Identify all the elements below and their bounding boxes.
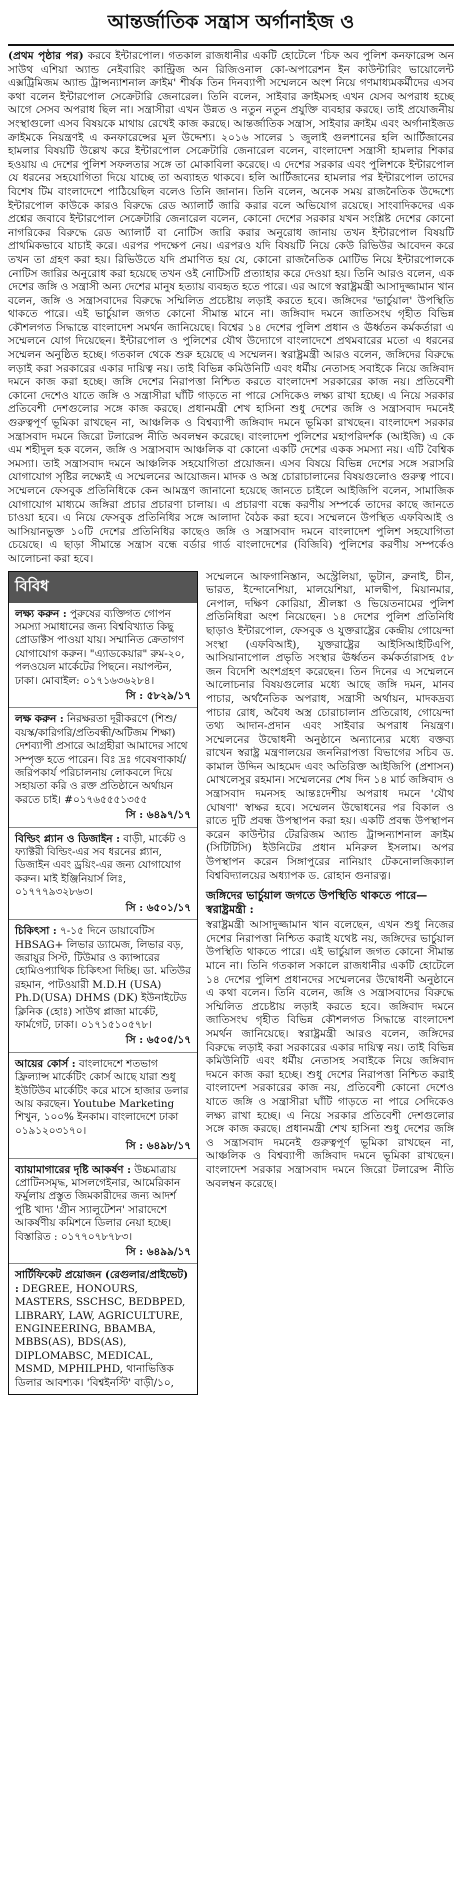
classified-ad <box>9 708 197 827</box>
ad-title: সার্টিফিকেট প্রয়োজন (রেগুলার/প্রাইভেট) : <box>15 1269 188 1295</box>
classified-ad <box>9 603 197 709</box>
classified-ad <box>9 828 197 920</box>
ad-title: ব্যায়ামাগারের দৃষ্টি আকর্ষণ : <box>15 1163 131 1176</box>
article-right-column <box>206 571 454 1396</box>
ad-ref: সি : ৬৪৯৯/১৭ <box>125 1246 191 1259</box>
article-top-text <box>8 50 454 567</box>
article-right-body: সম্মেলনে আফগানিস্তান, অস্ট্রেলিয়া, ভুটান, ব্রুনাই, চীন, ভারত, ইন্দোনেশিয়া, মালয়েশিয়া, মালদ্বীপ, মিয়ানমার, নেপাল, দক্ষিণ কোরিয়া, শ্রীলঙ্কা ও ভিয়েতনামের পুলিশ প্রতিনিধিরা অংশ নিয়েছেন। ১৪ দেশের পুলিশ প্রতিনিধি ছাড়াও ইন্টারপোল, ফেসবুক ও যুক্তরাষ্ট্রের কেন্দ্রীয় গোয়েন্দা সংস্থা (এফবিআই), যুক্তরাষ্ট্রের আইসিআইটিএপি, আসিয়ানাপোল প্রভৃতি সংস্থার ঊর্ধ্বতন কর্মকর্তারাসহ ৫৮ জন বিদেশি অংশগ্রহণ করেছেন। তিন দিনের এ সম্মেলনে আলোচনার বিষয়গুলোর মধ্যে আছে জঙ্গি দমন, মানব পাচার, অর্থনৈতিক অপরাধ, সন্ত্রাসী অর্থায়ন, মাদকদ্রব্য পাচার রোধ, অবৈধ অস্ত্র চোরাচালান প্রতিরোধ, গোয়েন্দা তথ্য আদান-প্রদান এবং সাইবার অপরাধ নিয়ন্ত্রণ। সম্মেলনের উদ্বোধনী অনুষ্ঠানে অন্যান্যের মধ্যে বক্তব্য রাখেন স্বরাষ্ট্র মন্ত্রণালয়ের জননিরাপত্তা বিভাগের সচিব ড. কামাল উদ্দিন আহমেদ এবং অতিরিক্ত আইজিপি (প্রশাসন) মোখলেসুর রহমান। সম্মেলনের শেষ দিন ১৪ মার্চ জঙ্গিবাদ ও সন্ত্রাসবাদ দমনসহ আন্তঃদেশীয় অপরাধ দমনে 'যৌথ ঘোষণা' স্বাক্ষর হবে। সম্মেলন উদ্বোধনের পর বিকাল ও রাতে দুটি প্রবন্ধ উপস্থাপন করা হয়। একটি প্রবন্ধ উপস্থাপন করেন কাউন্টার টেররিজম অ্যান্ড ট্রান্সন্যাশনাল ক্রাইম (সিটিটিসি) ইউনিটের প্রধান মনিরুল ইসলাম। অপর উপস্থাপন করেন সিঙ্গাপুরের নানিয়াং টেকনোলজিক্যাল বিশ্ববিদ্যালয়ের অধ্যাপক ড. রোহান গুনারত্ন। <box>206 570 454 882</box>
article-headline: আন্তর্জাতিক সন্ত্রাস অর্গানাইজ ও <box>8 6 454 46</box>
ad-ref: সি : ৬৪৯৮/১৭ <box>125 1140 191 1153</box>
ad-body: নিরক্ষরতা দূরীকরণে (শিশু/বয়স্ক/কারিগরি/প্রতিবন্ধী/অটিজম শিক্ষা) দেশব্যাপী প্রসারে আগ্রহীরা আমাদের সাথে সম্পৃক্ত হতে পারেন। বিঃ দ্রঃ গবেষণাকার্য/জরিপকার্য পরিচালনায় লোকবলে দিয়ে সহায়তা করি ও রক্ত প্রতিষ্ঠানে অর্থায়ন করতে চাই। #০১৭৬৫৫৫১৩৫৫ <box>15 713 188 806</box>
ad-body: ৭-১৫ দিনে ডায়াবেটিস HBSAG+ লিভার ড্যামেজ, লিভার বড়, জরায়ুর সিস্ট, টিউমার ও ক্যান্সারের হোমিওপ্যাথিক চিকিৎসা দিচ্ছি। ডা. মতিউর রহমান, পাটওয়ারী M.D.H (USA) Ph.D(USA) DHMS (DK) ইউনাইটেড ক্লিনিক (হোঃ) সাউথ প্লাজা মার্কেট, ফার্মগেট, ঢাকা। ০১৭১৫১০৫৭৮। <box>15 925 191 1031</box>
ad-title: চিকিৎসা : <box>15 925 57 938</box>
article-subhead: জঙ্গিদের ভার্চুয়াল জগতে উপস্থিতি থাকতে পারে—স্বরাষ্ট্রমন্ত্রী : <box>206 889 428 917</box>
classified-ad <box>9 920 197 1053</box>
ad-title: আয়ের কোর্স : <box>15 1057 76 1070</box>
lower-columns <box>8 571 454 1396</box>
continuation-label: (প্রথম পৃষ্ঠার পর) <box>8 50 84 62</box>
article-top-body: করবে ইন্টারপোল। গতকাল রাজধানীর একটি হোটেলে 'চিফ অব পুলিশ কনফারেন্স অন সাউথ এশিয়া অ্যান্ড নেইবারিং কান্ট্রিজ অন রিজিওনাল কো-অপারেশন ইন কাউন্টারিং ভায়োলেন্ট এক্সট্রিমিজম অ্যান্ড ট্রান্সন্যাশনাল ক্রাইম' শীর্ষক তিন দিনব্যাপী সম্মেলনে অংশ নিয়ে গণমাধ্যমকর্মীদের এসব কথা বলেন ইন্টারপোল সেক্রেটারি জেনারেল। তিনি বলেন, সাইবার ক্রাইমসহ এখন যেসব অপরাধ হচ্ছে আগে সেসব অপরাধ ছিল না। সন্ত্রাসীরা এখন উন্নত ও নতুন নতুন প্রযুক্তি ব্যবহার করছে। তাই প্রযোজনীয় সংস্থাগুলো এসব বিষয়কে মাথায় রেখেই কাজ করছে। আন্তর্জাতিক সন্ত্রাস, সাইবার ক্রাইম এবং অর্গানাইজড ক্রাইমকে নিয়ন্ত্রণই এ কনফারেন্সের মূল উদ্দেশ্য। ২০১৬ সালের ১ জুলাই গুলশানের হলি আর্টিজানের হামলার বিষয়টি উল্লেখ করে ইন্টারপোল সেক্রেটারি জেনারেল বলেন, বাংলাদেশ সন্ত্রাসী হামলার শিকার হওয়ায় এ দেশের পুলিশ সফলতার সঙ্গে তা মোকাবিলা করেছে। এ দেশের সরকার এবং পুলিশকে ইন্টারপোল যে ধরনের সহযোগিতা দিয়ে যাচ্ছে তা অব্যাহত থাকবে। হলি আর্টিজানের হামলার পর ইন্টারপোল তাদের বিশেষ টিম বাংলাদেশে পাঠিয়েছিল বলেও তিনি জানান। তিনি বলেন, অনেক সময় রাজনৈতিক উদ্দেশ্যে ইন্টারপোল কাউকে কারও বিরুদ্ধে রেড অ্যালার্ট জারি করার বলে অভিযোগ রয়েছে। সাংবাদিকদের এক প্রশ্নের জবাবে ইন্টারপোল সেক্রেটারি জেনারেল বলেন, কোনো দেশের সরকার যখন সংশ্লিষ্ট দেশের কোনো নাগরিকের বিরুদ্ধে রেড অ্যালার্ট বা নোটিস জারি করার অনুরোধ জানায় তখন ইন্টারপোল বিষয়টি প্রাথমিকভাবে যাচাই করে। এরপর পদক্ষেপ নেয়। এরপরও যদি বিষয়টি নিয়ে কেউ রিভিউর আবেদন করে তখন তা গ্রহণ করা হয়। রিভিউতে যদি প্রমাণিত হয় যে, কোনো রাজনৈতিক মোটিভ নিয়ে ইন্টারপোলকে নোটিস জারির অনুরোধ করা হয়েছে তখন ওই নোটিসটি প্রত্যাহার করে দেওয়া হয়। তিনি আরও বলেন, এক দেশের জঙ্গি ও সন্ত্রাসী অন্য দেশের মানুষ হত্যায় ব্যবহৃত হতে পারে। এর আগে স্বরাষ্ট্রমন্ত্রী আসাদুজ্জামান খান বলেন, জঙ্গি ও সন্ত্রাসবাদের বিরুদ্ধে সম্মিলিত প্রচেষ্টায় লড়াই করতে হবে। জঙ্গিদের 'ভার্চুয়াল' উপস্থিতি থাকতে পারে। এই ভার্চুয়াল জগত কোনো সীমান্ত মানে না। জঙ্গিবাদ দমনে জাতিসংঘ গৃহীত বিভিন্ন কৌশলগত সিদ্ধান্তে বাংলাদেশ সমর্থন জানিয়েছে। বিশ্বের ১৪ দেশের পুলিশ প্রধান ও ঊর্ধ্বতন কর্মকর্তারা এ সম্মেলনে যোগ দিয়েছেন। ইন্টারপোল ও পুলিশের যৌথ উদ্যোগে বাংলাদেশে প্রথমবারের মতো এ ধরনের সম্মেলন অনুষ্ঠিত হচ্ছে। গতকাল থেকে শুরু হয়েছে এ সম্মেলন। স্বরাষ্ট্রমন্ত্রী আরও বলেন, জঙ্গিদের বিরুদ্ধে লড়াই করা সরকারের একার দায়িত্ব নয়। তাই বিভিন্ন কমিউনিটি এবং ধর্মীয় নেতাসহ সবাইকে নিয়ে জঙ্গিবাদ দমনে কাজ করা হচ্ছে। জঙ্গি দেশের নিরাপত্তা নিশ্চিত করতে বাংলাদেশ সরকারের কাজ নয়। প্রতিবেশী কোনো দেশেও যাতে জঙ্গি ও সন্ত্রাসীরা ঘাঁটি গাড়তে না পারে সেদিকেও লক্ষ্য রাখা হচ্ছে। এ নিয়ে সরকার প্রতিবেশী দেশগুলোর সঙ্গে কাজ করছে। প্রধানমন্ত্রী শেখ হাসিনা শুধু দেশের জঙ্গি ও সন্ত্রাসবাদ দমনেই গুরুত্বপূর্ণ ভূমিকা রাখছেন না, আঞ্চলিক ও বিশ্বব্যাপী জঙ্গিবাদ দমনে ভূমিকা রাখছেন। বাংলাদেশ সরকার সন্ত্রাসবাদ দমনে জিরো টলারেন্স নীতি অবলম্বন করেছে। বাংলাদেশ পুলিশের মহাপরিদর্শক (আইজি) এ কে এম শহীদুল হক বলেন, জঙ্গি ও সন্ত্রাসবাদ আঞ্চলিক বা কোনো একটি দেশের একক সমস্যা নয়। এটি বৈশ্বিক সমস্যা। তাই সন্ত্রাসবাদ দমনে আঞ্চলিক সহযোগিতা প্রয়োজন। এসব বিষয়ে বিভিন্ন দেশের সঙ্গে সরাসরি যোগাযোগ সৃষ্টির লক্ষ্যেই এ সম্মেলনের আয়োজন। মাদক ও অস্ত্র চোরাচালানের বিষয়গুলোও গুরুত্ব পাবে। সম্মেলনে ফেসবুক প্রতিনিধিকে কেন আমন্ত্রণ জানানো হয়েছে জানতে চাইলে আইজিপি বলেন, সামাজিক যোগাযোগ মাধ্যমে জঙ্গিরা প্রচার প্রচারণা চালায়। এ প্রচারণা বন্ধে করণীয় সম্পর্কে তাদের কাছে জানতে চাওয়া হবে। এ নিয়ে ফেসবুক প্রতিনিধির সঙ্গে আলাদা বৈঠক করা হবে। সম্মেলনে উপস্থিত এফবিআই ও আসিয়ানভুক্ত ১০টি দেশের প্রতিনিধির কাছেও জঙ্গি ও সন্ত্রাসবাদ দমনে বাংলাদেশ পুলিশ সহযোগিতা চেয়েছে। এ ছাড়া সীমান্তে সন্ত্রাস বন্ধে বর্ডার গার্ড বাংলাদেশের (বিজিবি) পুলিশের করণীয় সম্পর্কেও আলোচনা করা হবে। <box>8 50 455 565</box>
classifieds-box <box>8 571 198 1396</box>
classified-ad <box>9 1053 197 1159</box>
ad-body: বাংলাদেশে শতভাগ ফ্রিল্যান্স মার্কেটিং কোর্স আছে যারা শুধু ইউটিউব মার্কেটিং করে মাসে হাজার ডলার আয় করছেন। Youtube Marketing শিখুন, ১০০% ইনকাম। বাংলাদেশে ঢাকা ০১৯১২০৩১৭০। <box>15 1057 189 1137</box>
ad-body: DEGREE, HONOURS, MASTERS, SSCHSC, BEDBPED, LIBRARY, LAW, AGRICULTURE, ENGINEERING, BBAMBA, MBBS(AS), BDS(AS), DIPLOMABSC, MEDICAL, MSMD, MPHILPHD, থানাভিত্তিক ডিলার আবশ্যক। 'বিশ্বইনস্টি' বাড়ী/১০, <box>15 1282 186 1389</box>
ad-body: উচ্চমাত্রায় প্রোটিনসমৃদ্ধ, মাসলগেইনার, আমেরিকান ফর্মুলায় প্রস্তুত জিমকারীদের জন্য আদর্শ পুষ্টি খাদ্য 'গ্রীন স্যালুটেশন' সারাদেশে আকর্ষণীয় কমিশনে ডিলার নেয়া হচ্ছে। বিস্তারিত : ০১৭৭০৭৮৭৮৩। <box>15 1163 181 1243</box>
ad-title: লক্ষ করুন : <box>15 713 64 726</box>
ad-ref: সি : ৬৫০৫/১৭ <box>125 1034 191 1047</box>
ad-title: বিল্ডিং প্ল্যান ও ডিজাইন : <box>15 832 120 845</box>
ad-body: বাড়ী, মার্কেট ও ফ্যাক্টরী বিল্ডিং-এর সব ধরনের প্ল্যান, ডিজাইন এবং ড্রয়িং-এর জন্য যোগাযোগ করুন। মাই ইঞ্জিনিয়ার্স লিঃ, ০১৭৭৭৯৩২৮৬৩। <box>15 832 186 899</box>
classified-ad <box>9 1159 197 1265</box>
ad-body: পুরুষের ব্যক্তিগত গোপন সমস্যা সমাধানের জন্য বিশ্ববিখ্যাত কিছু প্রোডাক্টস পাওয়া যায়। সম্মানিত ক্রেতাগণ যোগাযোগ করুন। "এ্যাডকেয়ার" রুম-২০, পলওয়েল মার্কেটের পিছনে। নয়াপল্টন, ঢাকা। মোবাইল: ০১৭১৬৩৬২৮৪। <box>15 607 185 687</box>
article-sub-body: স্বরাষ্ট্রমন্ত্রী আসাদুজ্জামান খান বলেছেন, এখন শুধু নিজের দেশের নিরাপত্তা নিশ্চিত করাই যথেষ্ট নয়, জঙ্গিদের ভার্চুয়াল উপস্থিতি থাকতে পারে। এই ভার্চুয়াল জগত কোনো সীমান্ত মানে না। তিনি গতকাল সকালে রাজধানীর একটি হোটেলে ১৪ দেশের পুলিশ প্রধানদের সম্মেলনের উদ্বোধনী অনুষ্ঠানে এ কথা বলেন। তিনি বলেন, জঙ্গি ও সন্ত্রাসবাদের বিরুদ্ধে সম্মিলিত প্রচেষ্টায় লড়াই করতে হবে। জঙ্গিবাদ দমনে জাতিসংঘ গৃহীত বিভিন্ন কৌশলগত সিদ্ধান্তে বাংলাদেশ সমর্থন জানিয়েছে। স্বরাষ্ট্রমন্ত্রী আরও বলেন, জঙ্গিদের বিরুদ্ধে লড়াই করা সরকারের একার দায়িত্ব নয়। তাই বিভিন্ন কমিউনিটি এবং ধর্মীয় নেতাসহ সবাইকে নিয়ে জঙ্গিবাদ দমনে কাজ করা হচ্ছে। শুধু দেশের নিরাপত্তা নিশ্চিত করাই বাংলাদেশ সরকারের কাজ নয়, প্রতিবেশী কোনো দেশেও যাতে জঙ্গি ও সন্ত্রাসীরা ঘাঁটি গাড়তে না পারে সেদিকেও লক্ষ্য রাখা হচ্ছে। এ নিয়ে সরকার প্রতিবেশী দেশগুলোর সঙ্গে কাজ করছে। প্রধানমন্ত্রী শেখ হাসিনা শুধু দেশের জঙ্গি ও সন্ত্রাসবাদ দমনেই গুরুত্বপূর্ণ ভূমিকা রাখছেন না, আঞ্চলিক ও বিশ্বব্যাপী জঙ্গিবাদ দমনে ভূমিকা রাখছেন। বাংলাদেশ সরকার সন্ত্রাসবাদ দমনে জিরো টলারেন্স নীতি অবলম্বন করেছে। <box>206 919 454 1190</box>
ad-ref: সি : ৬৪৯৭/১৭ <box>125 809 191 822</box>
ad-ref: সি : ৬৫০১/১৭ <box>125 901 191 914</box>
classified-ad <box>9 1264 197 1394</box>
ad-title: লক্ষ্য করুন : <box>15 607 67 620</box>
ad-ref: সি : ৫৮২৯/১৭ <box>125 690 191 702</box>
classifieds-header: বিবিধ <box>9 572 197 603</box>
